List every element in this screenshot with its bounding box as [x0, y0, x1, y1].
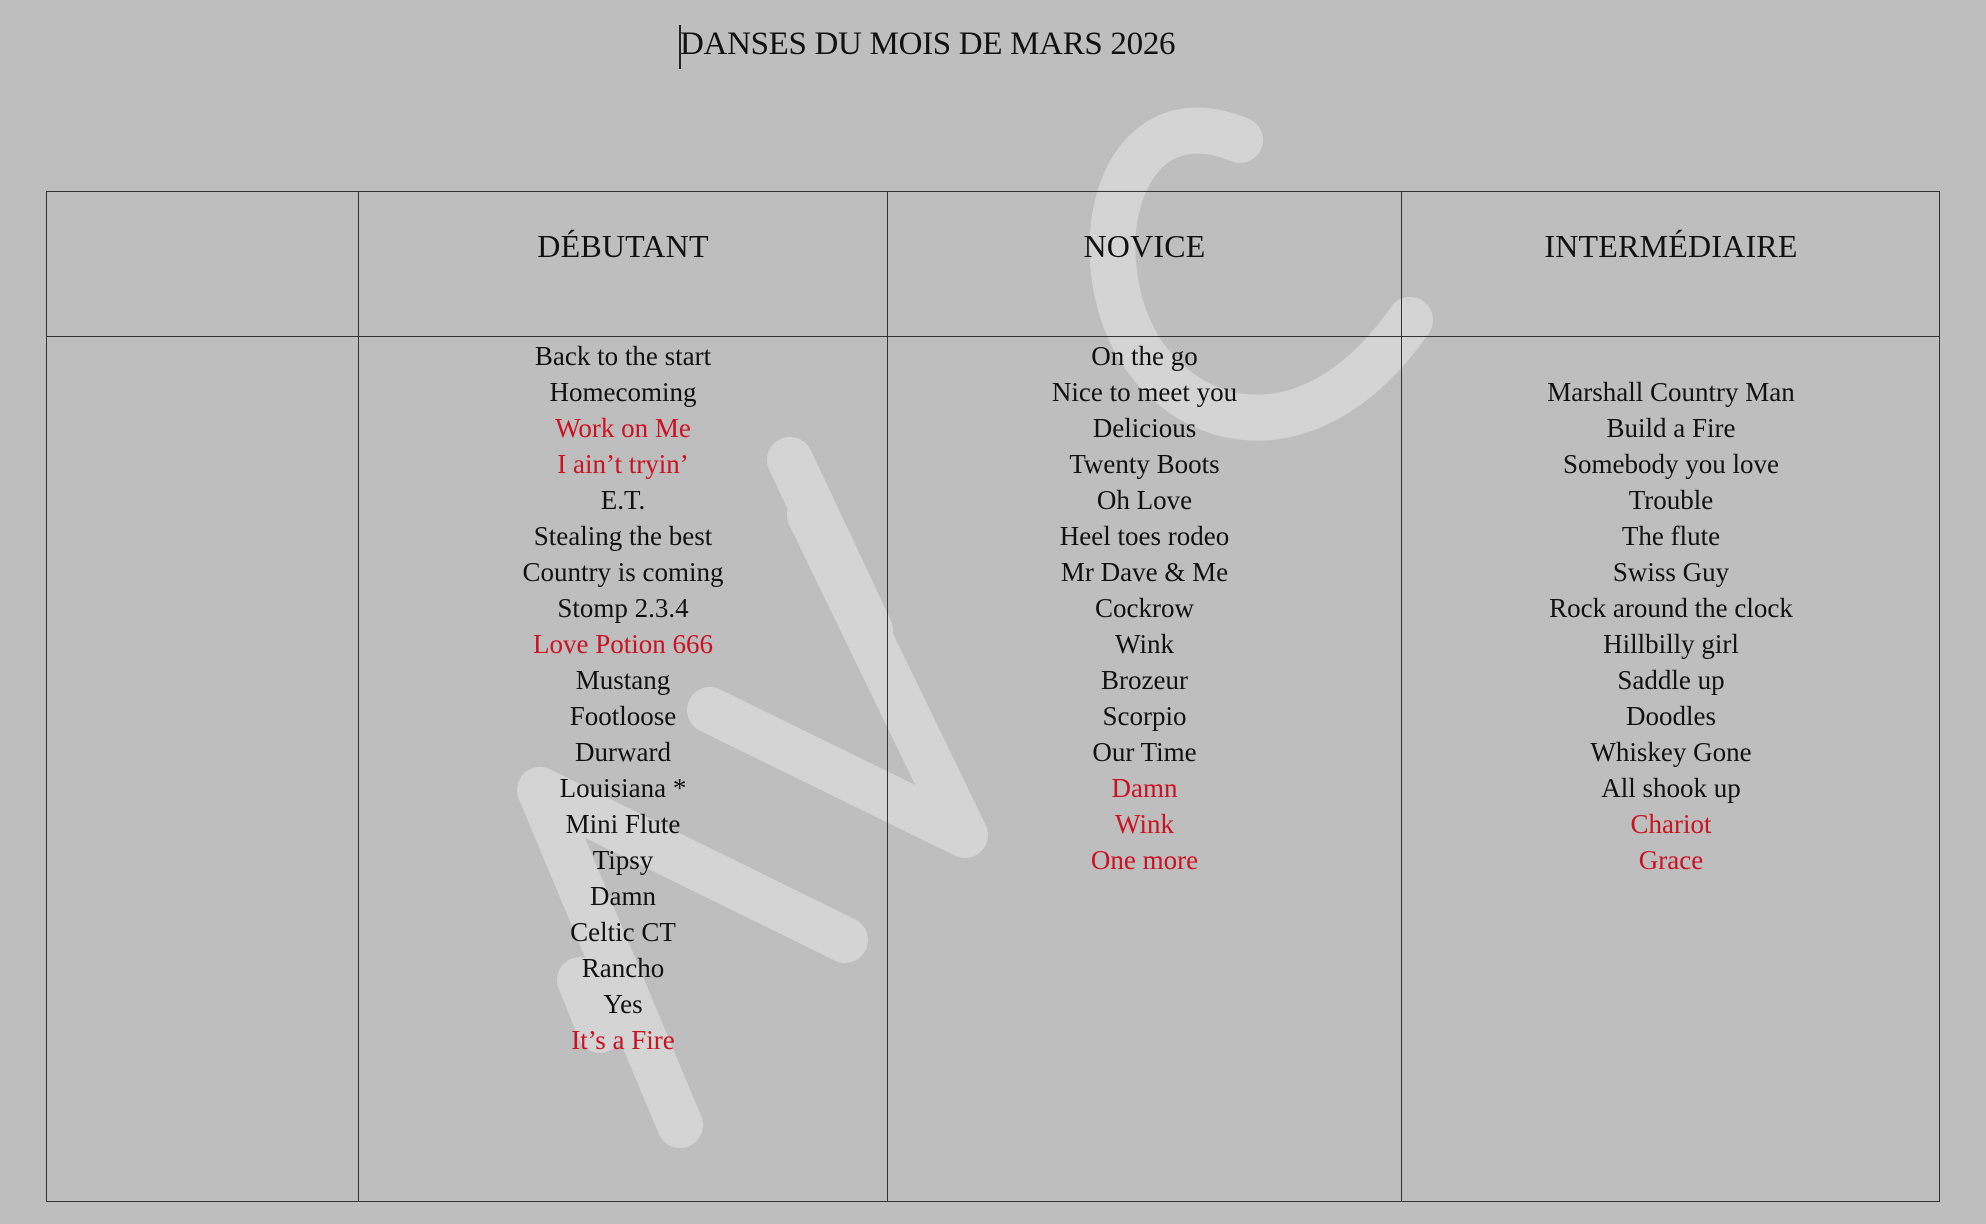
dance-list-item: Our Time — [1092, 737, 1197, 767]
dance-list-item: Rancho — [581, 953, 665, 983]
dance-list-item: Trouble — [1628, 485, 1714, 515]
dance-list-item: Celtic CT — [570, 917, 676, 947]
dance-list-item: Delicious — [1092, 413, 1197, 443]
dance-list-item: Damn — [1111, 773, 1178, 803]
dance-list-item: Louisiana * — [559, 773, 687, 803]
dance-list-item: Brozeur — [1101, 665, 1188, 695]
dance-list-item: Scorpio — [1102, 701, 1187, 731]
dance-list-item: Swiss Guy — [1612, 557, 1730, 587]
dance-list-item: Tipsy — [592, 845, 654, 875]
dance-list-item: I ain’t tryin’ — [557, 449, 689, 479]
dance-list-item: Yes — [603, 989, 643, 1019]
dance-list-item: All shook up — [1601, 773, 1741, 803]
dance-list-item: Stealing the best — [533, 521, 713, 551]
header-divider — [47, 336, 1939, 337]
dance-list-item: Nice to meet you — [1051, 377, 1238, 407]
dance-list-item: Build a Fire — [1606, 413, 1736, 443]
column-header-debutant: DÉBUTANT — [537, 228, 709, 264]
column-header-intermediaire: INTERMÉDIAIRE — [1544, 228, 1798, 264]
dance-list-item: Love Potion 666 — [533, 629, 713, 659]
dance-list-item: Cockrow — [1095, 593, 1194, 623]
dance-list-item: Doodles — [1626, 701, 1716, 731]
dance-list-item: Whiskey Gone — [1590, 737, 1752, 767]
dance-list-item: It’s a Fire — [571, 1025, 675, 1055]
dance-list-item: Grace — [1638, 845, 1704, 875]
dance-list-item: Oh Love — [1096, 485, 1193, 515]
dance-list-item: One more — [1090, 845, 1199, 875]
dance-list-item: Wink — [1115, 809, 1174, 839]
dance-list-item: Wink — [1115, 629, 1174, 659]
dance-list-item: Back to the start — [534, 341, 712, 371]
page-title: DANSES DU MOIS DE MARS 2026 — [680, 26, 1176, 62]
dance-list-item: Saddle up — [1617, 665, 1725, 695]
dance-list-item: Hillbilly girl — [1603, 629, 1739, 659]
dance-list-item: Work on Me — [555, 413, 691, 443]
dance-list-item: Mr Dave & Me — [1060, 557, 1229, 587]
dance-list-item: On the go — [1091, 341, 1198, 371]
dance-list-item: Twenty Boots — [1069, 449, 1220, 479]
dance-list-item: The flute — [1621, 521, 1721, 551]
dance-list-item: E.T. — [600, 485, 646, 515]
dance-list-item: Durward — [575, 737, 671, 767]
dance-list-item: Mustang — [575, 665, 671, 695]
dance-list-item: Homecoming — [549, 377, 697, 407]
debutant-dance-list — [359, 338, 887, 1058]
dance-list-item: Mini Flute — [565, 809, 681, 839]
dance-list-item: Marshall Country Man — [1547, 377, 1795, 407]
novice-dance-list — [888, 338, 1401, 878]
dance-list-item — [1402, 338, 1940, 374]
intermediaire-dance-list — [1402, 338, 1940, 878]
dance-list-item: Rock around the clock — [1549, 593, 1793, 623]
dance-list-item: Damn — [590, 881, 656, 911]
dance-table — [46, 191, 1940, 1202]
dance-list-item: Footloose — [569, 701, 677, 731]
dance-list-item: Heel toes rodeo — [1059, 521, 1230, 551]
dance-list-item: Country is coming — [522, 557, 724, 587]
dance-list-item: Stomp 2.3.4 — [557, 593, 689, 623]
dance-list-item: Somebody you love — [1563, 449, 1779, 479]
dance-list-item: Chariot — [1630, 809, 1712, 839]
column-header-novice: NOVICE — [1083, 228, 1206, 264]
